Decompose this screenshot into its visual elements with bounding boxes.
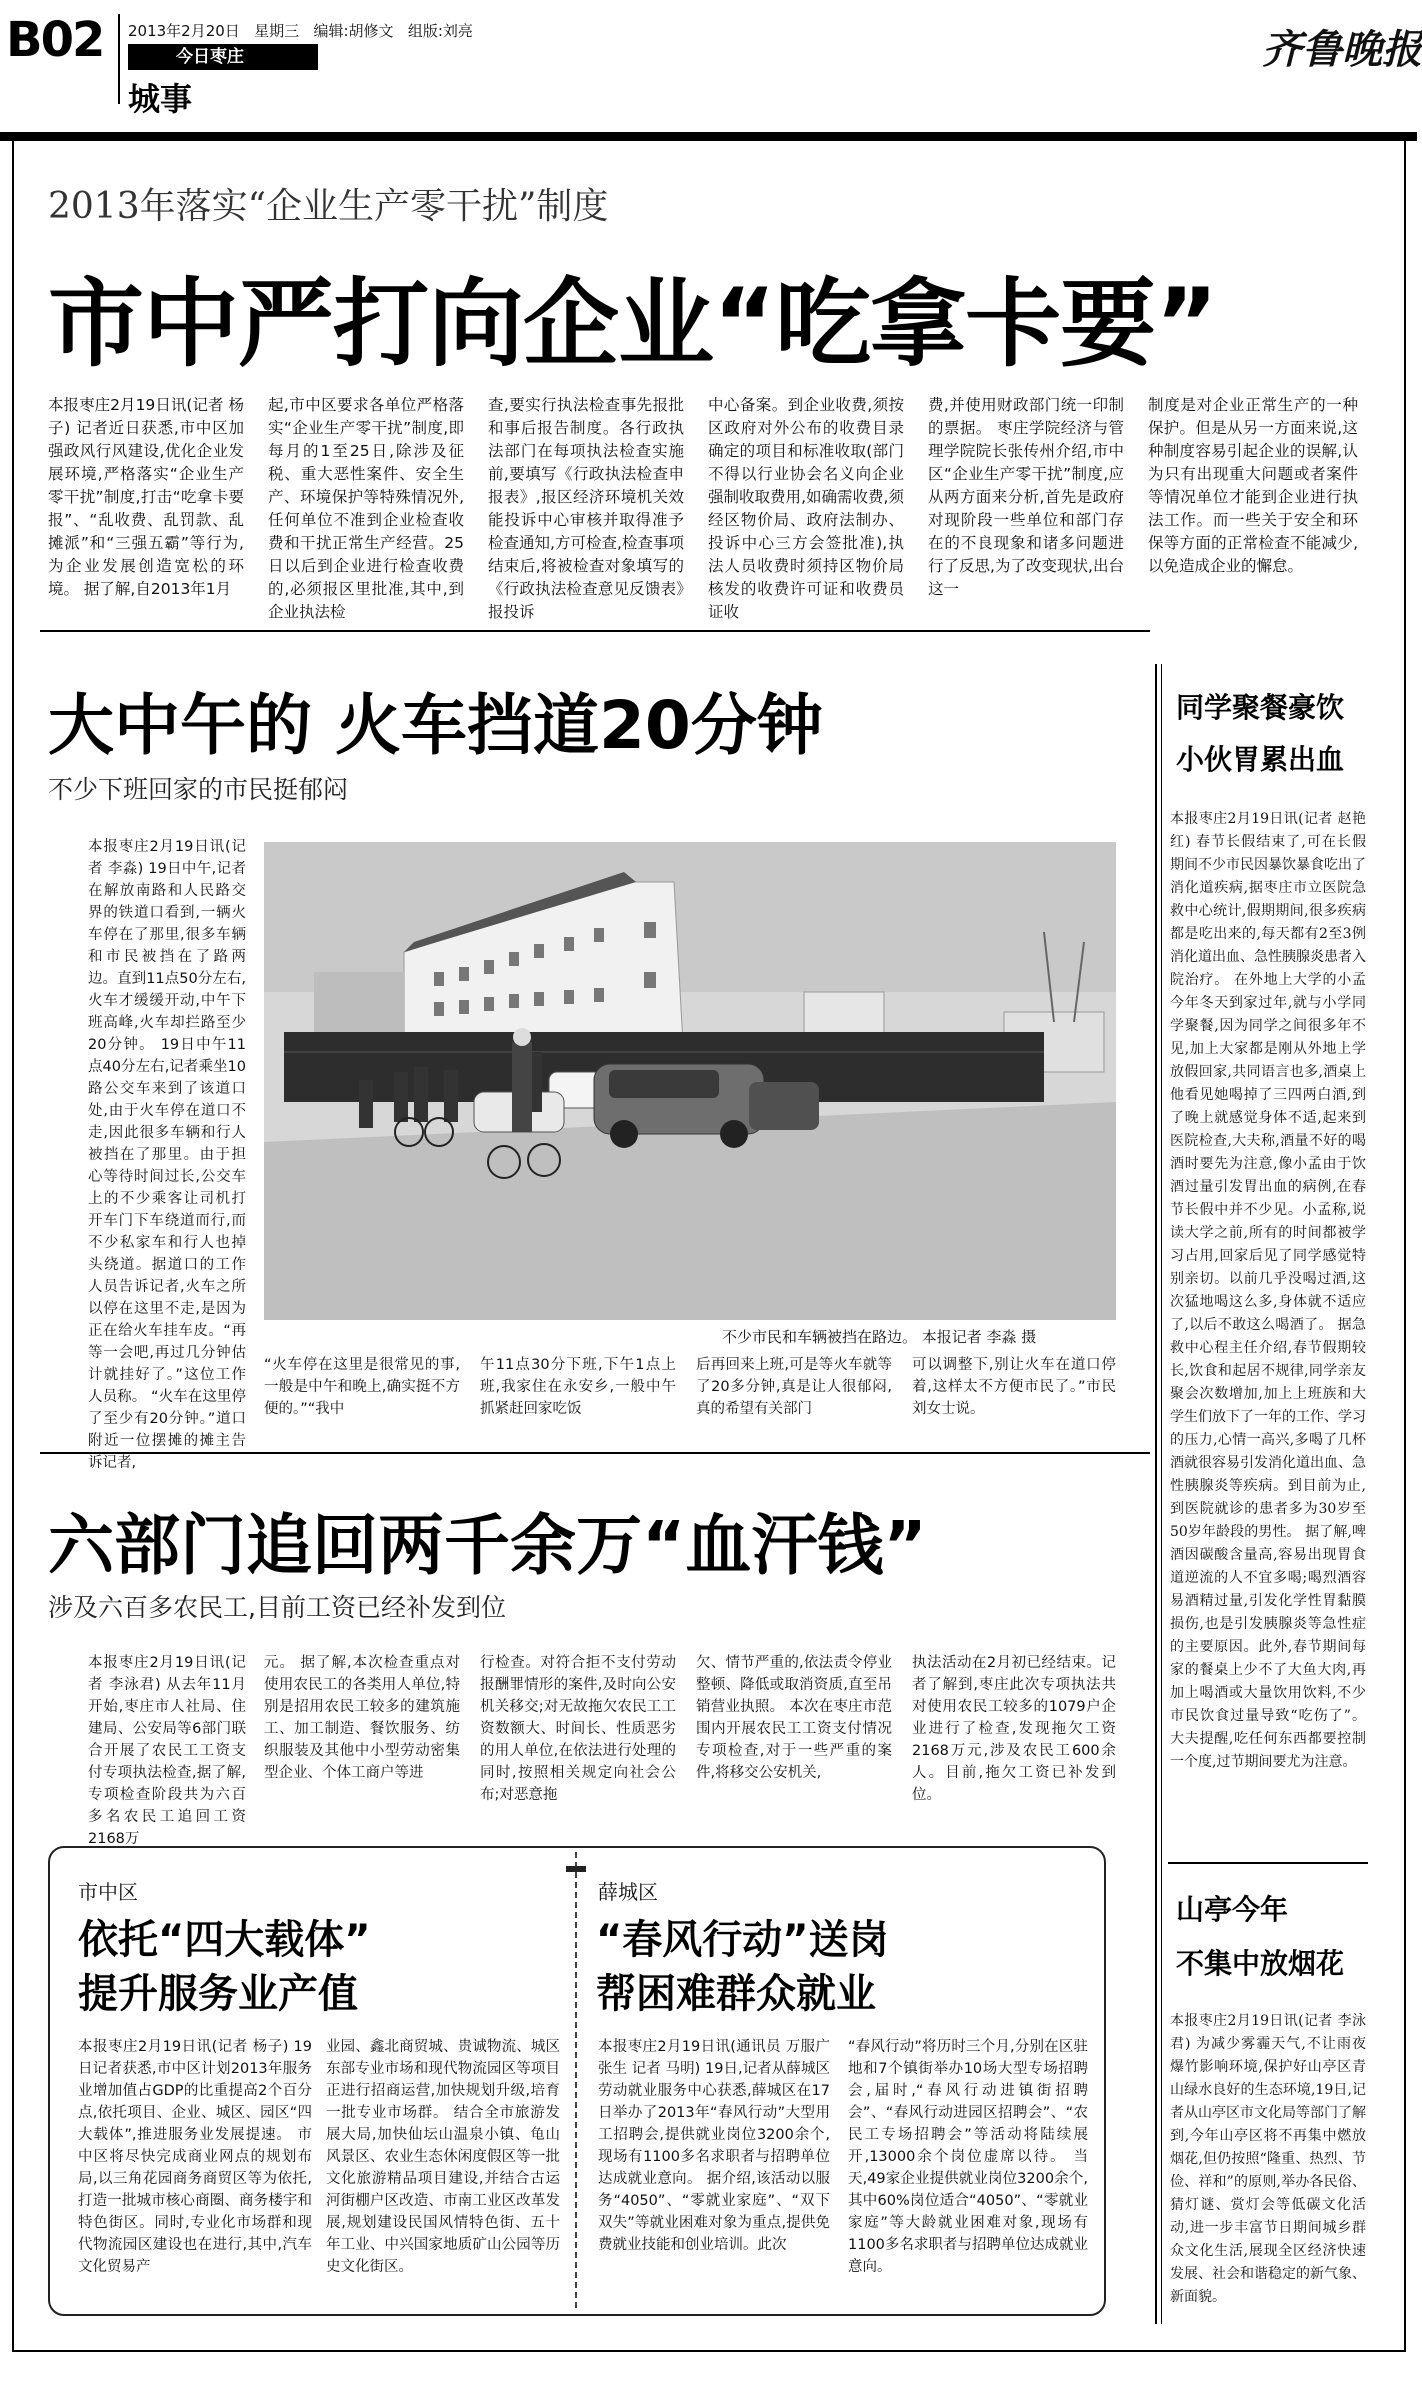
story3-headline: 六部门追回两千余万“血汗钱” [48,1507,927,1584]
story1-col-1: 本报枣庄2月19日讯(记者 杨子) 记者近日获悉,市中区加强政风行风建设,优化企业发展环境,严格落实“企业生产零干扰”制度,打击“吃拿卡要报”、“乱收费、乱罚款、乱摊派”和“三强五霸”等行为,为企业发展创造宽松的环境。 据了解,自2013年1月 [48,396,244,598]
side1-title-2: 小伙胃累出血 [1176,743,1345,776]
box-divider [575,1852,577,2308]
page-left-border [12,141,14,2351]
story3-subhead: 涉及六百多农民工,目前工资已经补发到位 [48,1593,506,1622]
header-divider [118,14,120,104]
box-right-headline-1: “春风行动”送岗 [596,1917,889,1963]
story2-bottom-col-3: 后再回来上班,可是等火车就等了20多分钟,真是让人很郁闷,真的希望有关部门 [696,1357,892,1417]
layout-credit: 组版:刘亮 [407,22,473,40]
side1-body: 本报枣庄2月19日讯(记者 赵艳红) 春节长假结束了,可在长假期间不少市民因暴饮暴食吃出了消化道疾病,据枣庄市立医院急救中心统计,假期期间,很多疾病都是吃出来的,每天都有2至3例消化道出血、急性胰腺炎患者入院治疗。 在外地上大学的小孟今年冬天到家过年,就与小学同学聚餐,因为同学之间很多年不见,加上大家都是刚从外地上学放假回家,共同语言也多,酒桌上他看见她喝掉了三四两白酒,到了晚上就感觉身体不适,起来到医院检查,大夫称,酒量不好的喝酒时要先为注意,像小孟由于饮酒过量引发胃出血的病例,在春节长假中并不少见。小孟称,说读大学之前,所有的时间都被学习占用,回家后见了同学感觉特别亲切。以前几乎没喝过酒,这次猛地喝这么多,身体就不适应了,以后不敢这么喝酒了。 据急救中心程主任介绍,春节假期较长,饮食和起居不规律,同学亲友聚会次数增加,加上上班族和大学生们放下了一年的工作、学习的压力,心情一高兴,多喝了几杯酒就很容易引发消化道出血、急性胰腺炎等疾病。到目前为止,到医院就诊的患者多为30岁至50岁年龄段的男性。 据了解,啤酒因碳酸含量高,容易出现胃食道逆流的人不宜多喝;喝烈酒容易酒精过量,引发化学性胃黏膜损伤,也是引发胰腺炎等急性症的主要原因。此外,春节期间每家的餐桌上少不了大鱼大肉,再加上喝酒或大量饮用饮料,不少市民饮食过量导致“吃伤了”。大夫提醒,吃任何东西都要控制一个度,过节期间要尤为注意。 [1170,811,1366,1770]
box-left-headline-1: 依托“四大载体” [78,1917,371,1963]
page-code: B02 [6,12,104,68]
story1-col-3: 查,要实行执法检查事先报批和事后报告制度。各行政执法部门在每项执法检查实施前,要填写《行政执法检查申报表》,报区经济环境机关效能投诉中心审核并取得准予检查通知,方可检查,检查事项结束后,将被检查对象填写的《行政执法检查意见反馈表》报投诉 [488,396,684,621]
sidebar-divider-2 [1161,664,1162,2324]
story1-headline: 市中严打向企业“吃拿卡要” [48,268,1218,380]
story1-col-2: 起,市中区要求各单位严格落实“企业生产零干扰”制度,即每月的1至25日,除涉及征税、重大恶性案件、安全生产、环境保护等特殊情况外,任何单位不准到企业检查收费和干扰正常生产经营。25日以后到企业进行检查收费的,必须报区里批准,其中,到企业执法检 [268,396,464,621]
box-left-district: 市中区 [78,1880,138,1904]
issue-weekday: 星期三 [254,22,300,40]
photo-caption: 不少市民和车辆被挡在路边。 本报记者 李淼 摄 [722,1328,1037,1346]
story2-lead-col: 本报枣庄2月19日讯(记者 李淼) 19日中午,记者在解放南路和人民路交界的铁道口看到,一辆火车停在了那里,很多车辆和市民被挡在了路两边。直到11点50分左右,火车才缓缓开动,中午下班高峰,火车却拦路至少20分钟。 19日中午11点40分左右,记者乘坐10路公交车来到了该道口处,由于火车停在道口不走,因此很多车辆和行人被挡在了那里。由于担心等待时间过长,公交车上的不少乘客让司机打开车门下车绕道而行,而不少私家车和行人也掉头绕道。据道口的工作人员告诉记者,火车之所以停在这里不走,是因为正在给火车挂车皮。“再等一会吧,再过几分钟估计就挂好了。”这位工作人员称。 “火车在这里停了至少有20分钟。”道口附近一位摆摊的摊主告诉记者, [88,839,246,1471]
story2-top-rule [40,630,1150,632]
side2-title-2: 不集中放烟花 [1176,1947,1345,1980]
story3-col-4: 欠、情节严重的,依法责令停业整顿、降低或取消资质,直至吊销营业执照。 本次在枣庄市范围内开展农民工工资支付情况专项检查,对于一些严重的案件,将移交公安机关, [696,1655,892,1781]
box-right-headline-2: 帮困难群众就业 [596,1971,876,2017]
story1-kicker: 2013年落实“企业生产零干扰”制度 [48,186,609,227]
story3-col-1: 本报枣庄2月19日讯(记者 李泳君) 从去年11月开始,枣庄市人社局、住建局、公安局等6部门联合开展了农民工工资支付专项执法检查,据了解,专项检查阶段共为六百多名农民工追回工资2168万 [88,1655,246,1847]
header-rule [0,132,1417,141]
newspaper-logo: 齐鲁晚报 [1262,26,1422,73]
story2-bottom-col-4: 可以调整下,别让火车在道口停着,这样太不方便市民了。”市民刘女士说。 [912,1357,1116,1417]
section-tag: 今日枣庄 [128,44,318,70]
story3-col-2: 元。 据了解,本次检查重点对使用农民工的各类用人单位,特别是招用农民工较多的建筑施工、加工制造、餐饮服务、纺织服装及其他中小型劳动密集型企业、个体工商户等进 [264,1655,460,1781]
box-right-col-1: 本报枣庄2月19日讯(通讯员 万服广 张生 记者 马明) 19日,记者从薛城区劳动就业服务中心获悉,薛城区在17日举办了2013年“春风行动”大型用工招聘会,提供就业岗位3200余个,现场有1100多名求职者与招聘单位达成就业意向。 据介绍,该活动以服务“4050”、“零就业家庭”、“双下双失”等就业困难对象为重点,提供免费就业技能和创业培训。此次 [598,2039,830,2253]
sidebar-divider [1155,664,1157,2324]
page-right-border [1404,141,1406,2351]
page-bottom-border [12,2350,1406,2352]
news-photo [264,842,1116,1320]
story2-subhead: 不少下班回家的市民挺郁闷 [48,775,349,804]
box-divider-top-mark [566,1866,586,1872]
story2-bottom-col-2: 午11点30分下班,下午1点上班,我家住在永安乡,一般中午抓紧赶回家吃饭 [480,1357,676,1417]
box-right-col-2: “春风行动”将历时三个月,分别在区驻地和7个镇街举办10场大型专场招聘会,届时,“春风行动进镇街招聘会”、“春风行动进园区招聘会”、“农民工专场招聘会”等活动将陆续展开,13000余个岗位虚席以待。 当天,49家企业提供就业岗位3200余个,其中60%岗位适合“4050”、“零就业家庭”等大龄就业困难对象,现场有1100多名求职者与招聘单位达成就业意向。 [848,2039,1088,2275]
section-title: 城事 [128,80,193,118]
header-meta [128,20,473,41]
story1-col-4: 中心备案。到企业收费,须按区政府对外公布的收费目录确定的项目和标准收取(部门不得以行业协会名义向企业强制收取费用,如确需收费,须经区物价局、政府法制办、投诉中心三方会签批准),执法人员收费时须持区物价局核发的收费许可证和收费员证收 [708,396,904,621]
story3-col-5: 执法活动在2月初已经结束。记者了解到,枣庄此次专项执法共对使用农民工较多的1079户企业进行了检查,发现拖欠工资2168万元,涉及农民工600余人。目前,拖欠工资已补发到位。 [912,1655,1116,1803]
side2-rule [1168,1862,1368,1864]
box-right-district: 薛城区 [598,1880,658,1904]
story2-headline: 大中午的 火车挡道20分钟 [48,687,823,764]
story1-col-5: 费,并使用财政部门统一印制的票据。 枣庄学院经济与管理学院院长张传州介绍,市中区“企业生产零干扰”制度,应从两方面来分析,首先是政府对现阶段一些单位和部门存在的不良现象和诸多问题进行了反思,为了改变现状,出台这一 [928,396,1124,598]
side2-body: 本报枣庄2月19日讯(记者 李泳君) 为减少雾霾天气,不让雨夜爆竹影响环境,保护好山亭区青山绿水良好的生态环境,19日,记者从山亭区市文化局等部门了解到,今年山亭区将不再集中燃放烟花,但仍按照“隆重、热烈、节俭、祥和”的原则,举办各民俗、猜灯谜、赏灯会等低碳文化活动,进一步丰富节日期间城乡群众文化生活,展现全区经济快速发展、社会和谐稳定的新气象、新面貌。 [1170,2013,1366,2305]
story2-bottom-col-1: “火车停在这里是很常见的事,一般是中午和晚上,确实挺不方便的。”“我中 [264,1357,460,1417]
box-left-headline-2: 提升服务业产值 [78,1971,358,2017]
box-left-col-2: 业园、鑫北商贸城、贵诚物流、城区东部专业市场和现代物流园区等项目正进行招商运营,加快规划升级,培育一批专业市场群。 结合全市旅游发展大局,加快仙坛山温泉小镇、龟山风景区、农业生态休闲度假区等一批文化旅游精品项目建设,并结合古运河街棚户区改造、市南工业区改革发展,规划建设民国风情特色街、五十年工业、中兴国家地质矿山公园等历史文化街区。 [326,2039,560,2275]
editor-credit: 编辑:胡修文 [313,22,394,40]
side1-title-1: 同学聚餐豪饮 [1176,691,1345,724]
story1-col-6: 制度是对企业正常生产的一种保护。但是从另一方面来说,这种制度容易引起企业的误解,认为只有出现重大问题或者案件等情况单位才能到企业进行执法工作。而一些关于安全和环保等方面的正常检查不能减少,以免造成企业的懈怠。 [1148,396,1358,575]
side2-title-1: 山亭今年 [1176,1893,1289,1926]
box-left-col-1: 本报枣庄2月19日讯(记者 杨子) 19日记者获悉,市中区计划2013年服务业增加值占GDP的比重提高2个百分点,依托项目、企业、城区、园区“四大载体”,推进服务业发展提速。 市中区将尽快完成商业网点的规划布局,以三角花园商务商贸区等为依托,打造一批城市核心商圈、商务楼宇和特色街区。同时,专业化市场群和现代物流园区建设也在进行,其中,汽车文化贸易产 [78,2039,312,2275]
issue-date: 2013年2月20日 [128,22,240,40]
story3-top-rule [40,1452,1150,1454]
story3-col-3: 行检查。对符合拒不支付劳动报酬罪情形的案件,及时向公安机关移交;对无故拖欠农民工工资数额大、时间长、性质恶劣的用人单位,在依法进行处理的同时,按照相关规定向社会公布;对恶意拖 [480,1655,676,1803]
